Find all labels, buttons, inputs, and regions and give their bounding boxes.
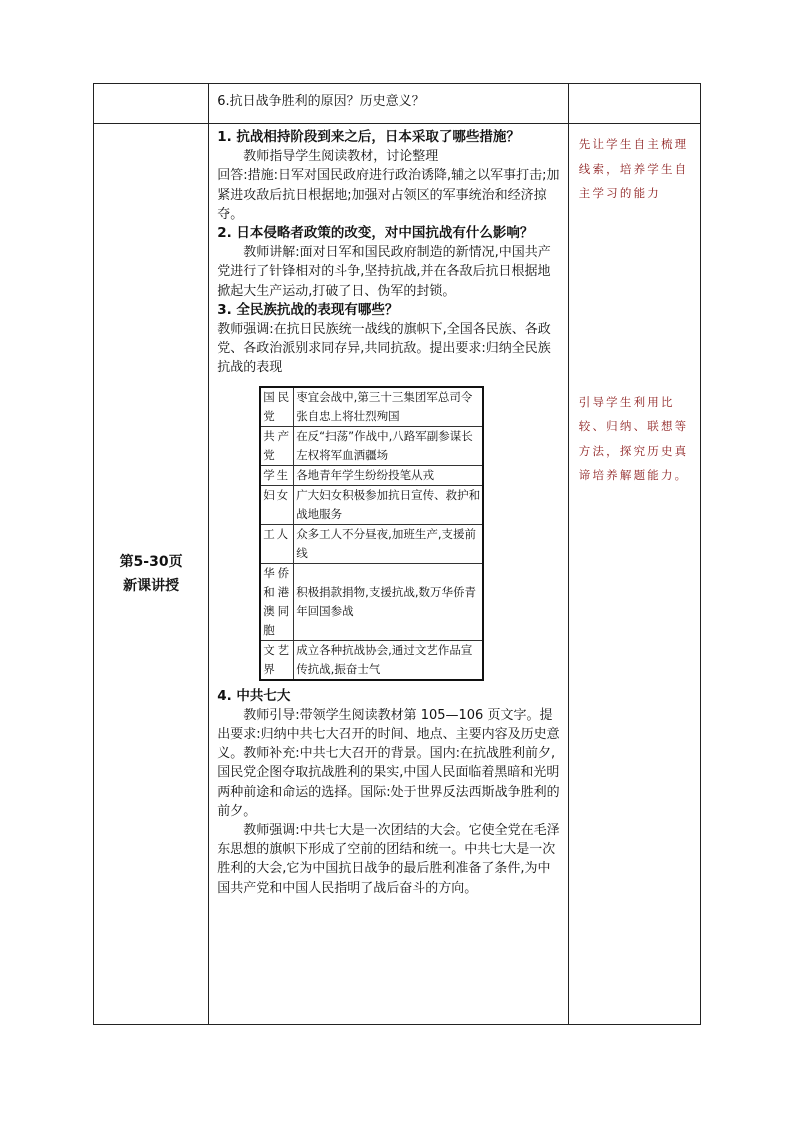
- section-title: 新课讲授: [123, 578, 180, 594]
- table-row: [260, 640, 483, 680]
- table-cell: 国民党: [260, 387, 294, 427]
- question-2: 2. 日本侵略者政策的改变，对中国抗战有什么影响？: [217, 225, 534, 242]
- table-cell: 成立各种抗战协会,通过文艺作品宣传抗战,振奋士气: [294, 640, 484, 680]
- table-cell: 学生: [260, 465, 294, 485]
- paragraph: 教师强调:在抗日民族统一战线的旗帜下,全国各民族、各政党、各政治派别求同存异,共同抗敌。提出要求:归纳全民族抗战的表现: [217, 322, 551, 376]
- teaching-note-1: 先让学生自主梳理线索，培养学生自主学习的能力: [578, 137, 689, 200]
- table-cell: 各地青年学生纷纷投笔从戎: [294, 465, 484, 485]
- table-row: [260, 426, 483, 465]
- table-cell: 妇女: [260, 485, 294, 524]
- page-range-label: 第5-30页: [119, 554, 183, 570]
- question-6: 6.抗日战争胜利的原因？历史意义？: [217, 94, 425, 109]
- table-row: [260, 524, 483, 563]
- empty-cell: [568, 84, 700, 124]
- lesson-plan-table: [93, 83, 701, 1025]
- table-cell: 积极捐款捐物,支援抗战,数万华侨青年回国参战: [294, 563, 484, 640]
- empty-cell: [94, 84, 209, 124]
- table-row: [260, 387, 483, 427]
- question-cell: [209, 84, 569, 124]
- question-3: 3. 全民族抗战的表现有哪些？: [217, 301, 399, 318]
- question-4: 4. 中共七大: [217, 687, 291, 704]
- paragraph: 回答:措施:日军对国民政府进行政治诱降,辅之以军事打击;加紧进攻敌后抗日根据地;加强对占领区的军事统治和经济掠夺。: [217, 168, 560, 222]
- table-cell: 文艺界: [260, 640, 294, 680]
- paragraph: 教师强调:中共七大是一次团结的大会。它使全党在毛泽东思想的旗帜下形成了空前的团结和统一。中共七大是一次胜利的大会,它为中国抗日战争的最后胜利准备了条件,为中国共产党和中国人民指明了战后奋斗的方向。: [217, 823, 560, 896]
- table-row: [94, 124, 701, 1025]
- table-cell: 共产党: [260, 426, 294, 465]
- notes-cell: [568, 124, 700, 1025]
- nationwide-resistance-table: [259, 386, 484, 681]
- content-cell: [209, 124, 569, 1025]
- table-cell: 在反“扫荡”作战中,八路军副参谋长左权将军血洒疆场: [294, 426, 484, 465]
- table-cell: 枣宜会战中,第三十三集团军总司令张自忠上将壮烈殉国: [294, 387, 484, 427]
- table-cell: 广大妇女积极参加抗日宣传、救护和战地服务: [294, 485, 484, 524]
- teaching-note-2: 引导学生利用比较、归纳、联想等方法，探究历史真谛培养解题能力。: [578, 394, 689, 482]
- table-cell: 众多工人不分昼夜,加班生产,支援前线: [294, 524, 484, 563]
- table-row: [260, 485, 483, 524]
- table-row: [260, 465, 483, 485]
- section-label-cell: [94, 124, 209, 1025]
- paragraph: 教师引导:带领学生阅读教材第 105—106 页文字。提出要求:归纳中共七大召开的时间、地点、主要内容及历史意义。教师补充:中共七大召开的背景。国内:在抗战胜利前夕,国民党企图夺取抗战胜利的果实,中国人民面临着黑暗和光明两种前途和命运的选择。国际:处于世界反法西斯战争胜利的前夕。: [217, 707, 560, 819]
- table-row: [94, 84, 701, 124]
- question-1: 1. 抗战相持阶段到来之后，日本采取了哪些措施？: [217, 129, 520, 145]
- paragraph: 教师讲解:面对日军和国民政府制造的新情况,中国共产党进行了针锋相对的斗争,坚持抗战,并在各敌后抗日根据地掀起大生产运动,打破了日、伪军的封锁。: [217, 245, 551, 299]
- table-row: [260, 563, 483, 640]
- table-cell: 工人: [260, 524, 294, 563]
- paragraph: 教师指导学生阅读教材，讨论整理: [243, 149, 439, 165]
- table-cell: 华侨和港澳同胞: [260, 563, 294, 640]
